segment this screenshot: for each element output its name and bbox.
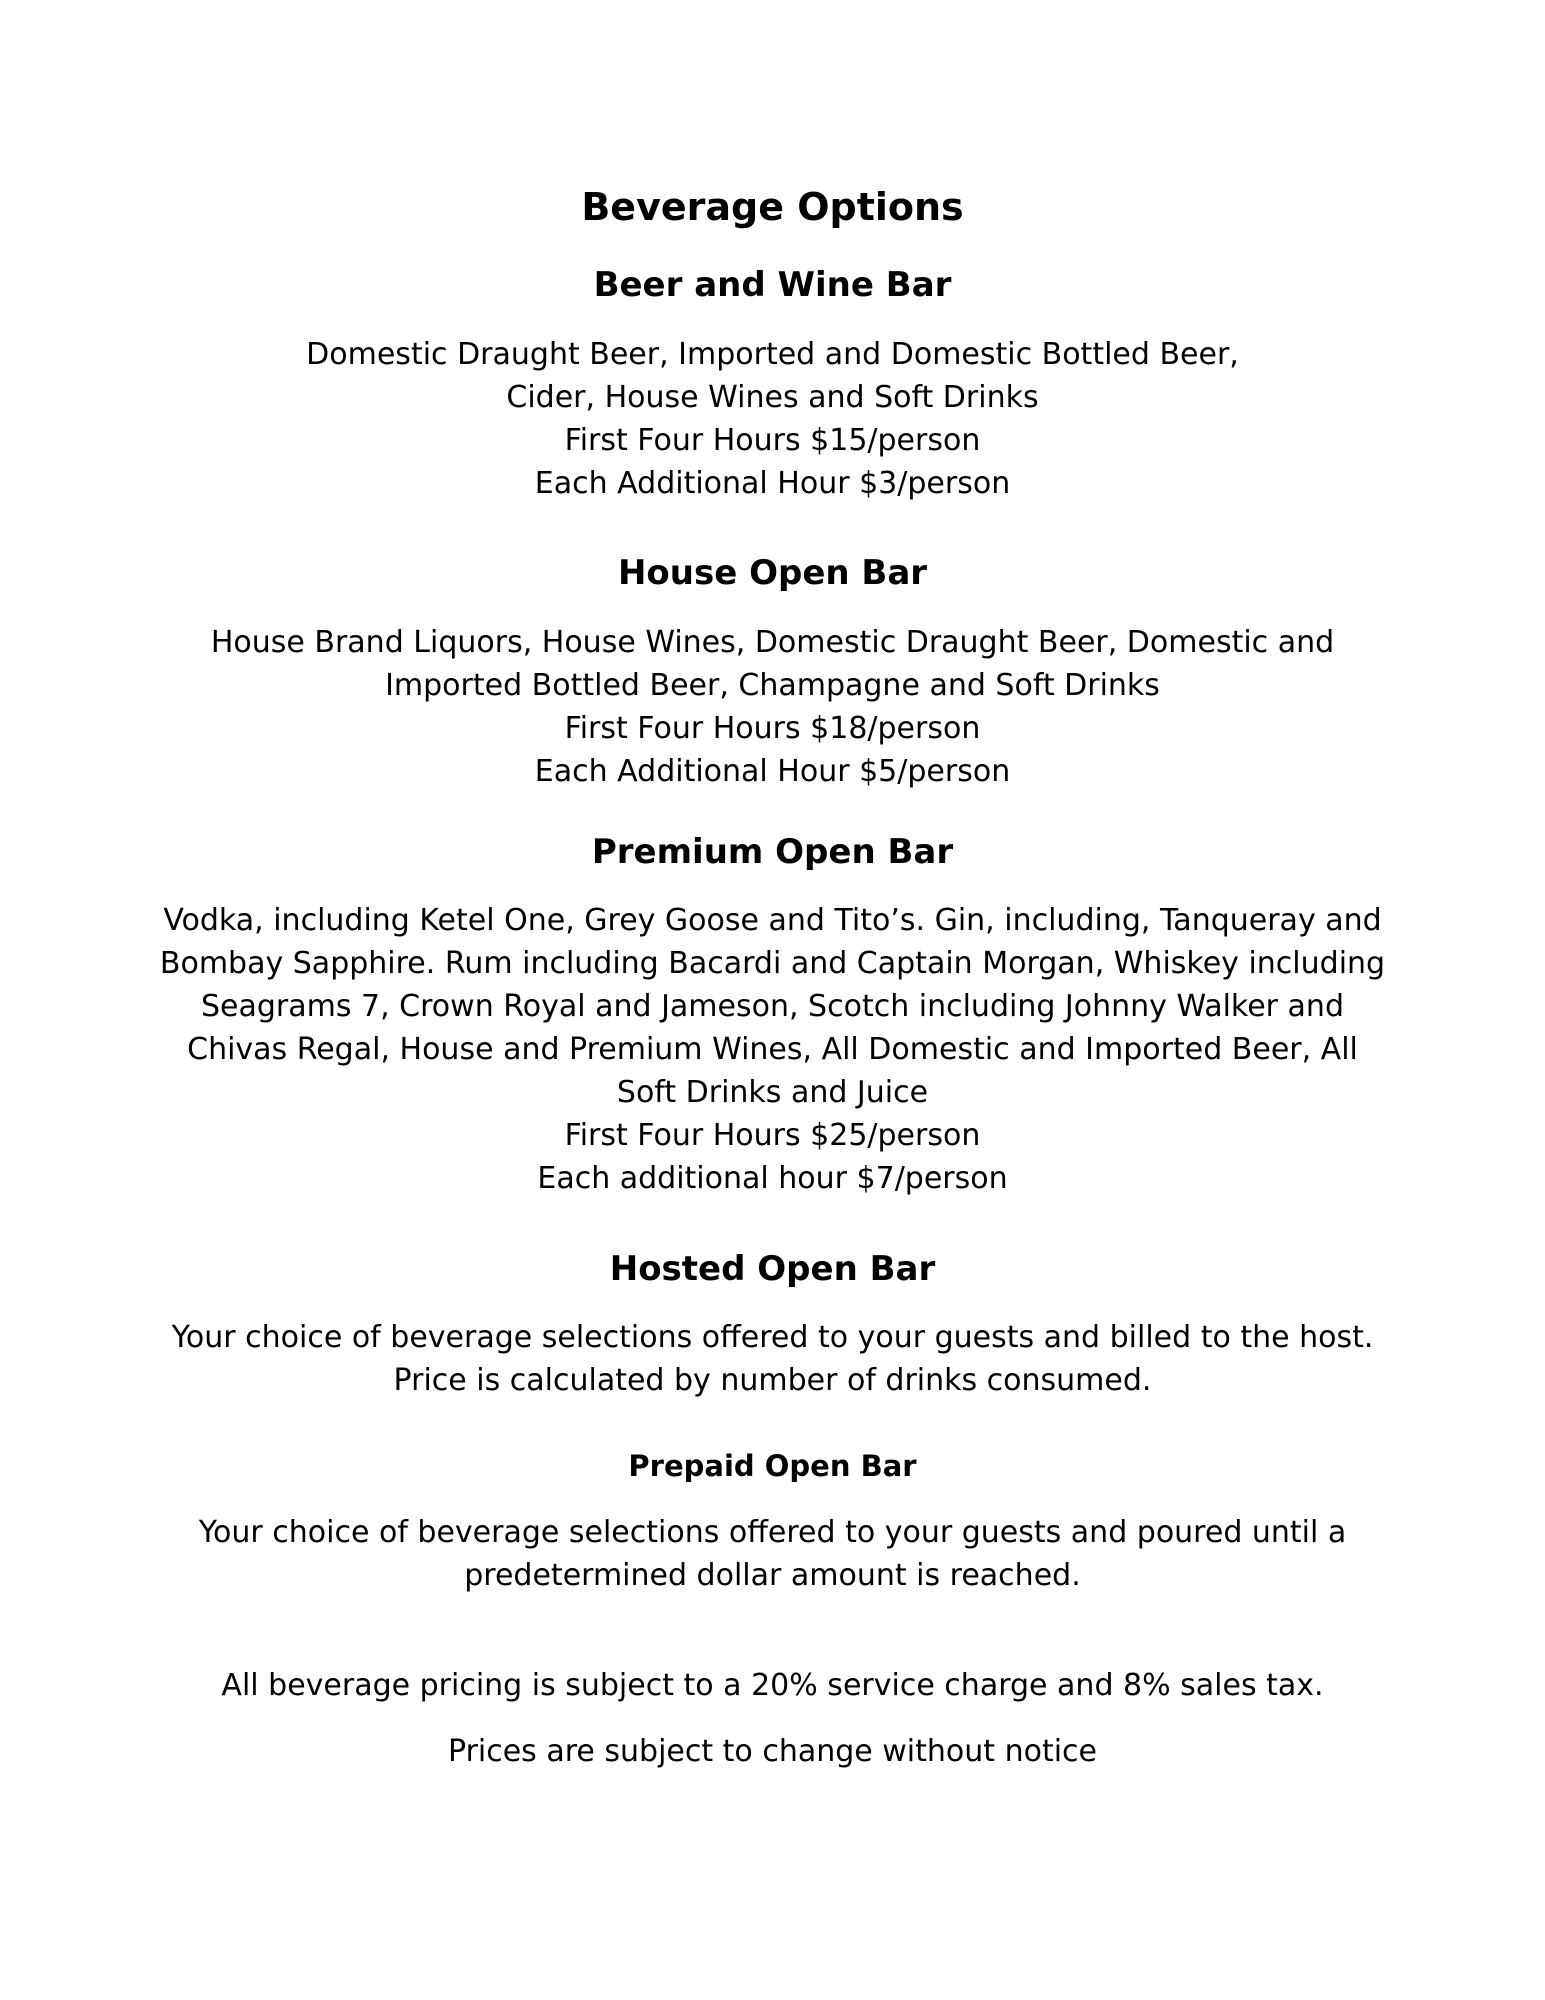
section-heading-prepaid-open-bar: Prepaid Open Bar (628, 1449, 917, 1483)
house-bar-price-first: First Four Hours $18/person (564, 711, 981, 746)
house-bar-line-1: House Brand Liquors, House Wines, Domestic Draught Beer, Domestic and (210, 625, 1335, 660)
section-heading-house-open-bar: House Open Bar (617, 553, 928, 593)
section-heading-beer-and-wine-bar: Beer and Wine Bar (593, 265, 952, 305)
beer-wine-price-first: First Four Hours $15/person (564, 423, 981, 458)
section-heading-premium-open-bar: Premium Open Bar (591, 832, 954, 872)
beer-wine-price-additional: Each Additional Hour $3/person (534, 466, 1011, 501)
section-heading-hosted-open-bar: Hosted Open Bar (609, 1249, 936, 1289)
page-title: Beverage Options (581, 185, 964, 229)
premium-bar-line-1: Vodka, including Ketel One, Grey Goose and Tito’s. Gin, including, Tanqueray and (163, 903, 1382, 938)
price-change-note: Prices are subject to change without notice (448, 1734, 1097, 1769)
beer-wine-line-2: Cider, House Wines and Soft Drinks (506, 380, 1039, 415)
premium-bar-line-3: Seagrams 7, Crown Royal and Jameson, Scotch including Johnny Walker and (200, 989, 1344, 1024)
beer-wine-line-1: Domestic Draught Beer, Imported and Domestic Bottled Beer, (306, 337, 1239, 372)
service-charge-note: All beverage pricing is subject to a 20% service charge and 8% sales tax. (221, 1668, 1324, 1703)
prepaid-bar-line-1: Your choice of beverage selections offered to your guests and poured until a (198, 1515, 1347, 1550)
house-bar-line-2: Imported Bottled Beer, Champagne and Soft Drinks (385, 668, 1160, 703)
house-bar-price-additional: Each Additional Hour $5/person (534, 754, 1011, 789)
hosted-bar-line-1: Your choice of beverage selections offered to your guests and billed to the host. (171, 1320, 1374, 1355)
premium-bar-price-first: First Four Hours $25/person (564, 1118, 981, 1153)
premium-bar-line-4: Chivas Regal, House and Premium Wines, All Domestic and Imported Beer, All (187, 1032, 1358, 1067)
hosted-bar-line-2: Price is calculated by number of drinks consumed. (393, 1363, 1152, 1398)
premium-bar-price-additional: Each additional hour $7/person (537, 1161, 1008, 1196)
premium-bar-line-5: Soft Drinks and Juice (616, 1075, 929, 1110)
premium-bar-line-2: Bombay Sapphire. Rum including Bacardi and Captain Morgan, Whiskey including (159, 946, 1386, 981)
prepaid-bar-line-2: predetermined dollar amount is reached. (464, 1558, 1081, 1593)
